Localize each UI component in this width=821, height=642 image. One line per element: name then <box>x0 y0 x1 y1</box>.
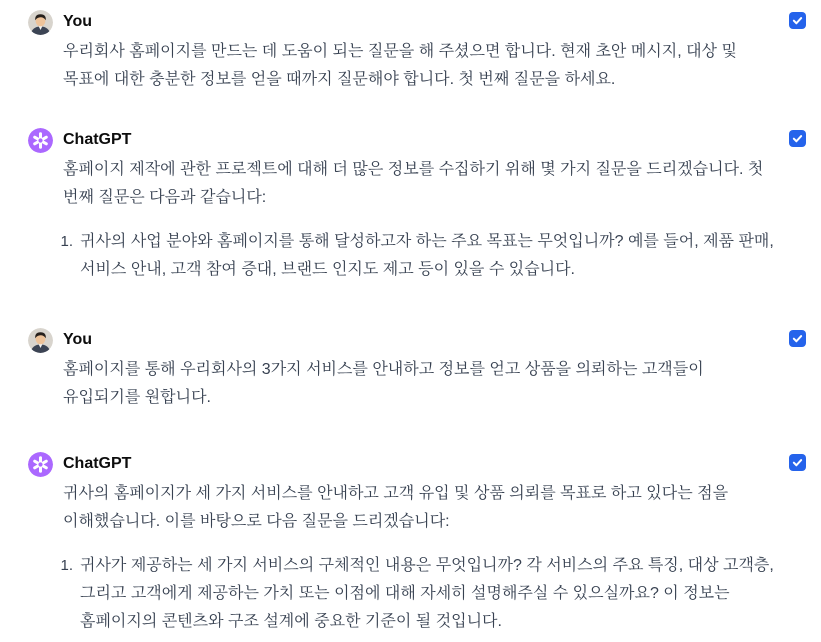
checkmark-icon <box>792 15 803 26</box>
chatgpt-avatar <box>28 128 53 153</box>
openai-logo-icon <box>28 452 53 477</box>
user-avatar <box>28 10 53 35</box>
user-photo-icon <box>28 328 53 353</box>
list-number: 1. <box>60 557 73 574</box>
list-number: 1. <box>60 233 73 250</box>
message-content <box>60 128 775 284</box>
message-paragraph: 귀사의 홈페이지가 세 가지 서비스를 안내하고 고객 유입 및 상품 의뢰를 목표로 하고 있다는 점을 이해했습니다. 이를 바탕으로 다음 질문을 드리겠습니다: <box>63 485 729 530</box>
numbered-list-item <box>55 228 775 284</box>
user-avatar <box>28 328 53 353</box>
message-paragraph: 홈페이지를 통해 우리회사의 3가지 서비스를 안내하고 정보를 얻고 상품을 의뢰하는 고객들이 유입되기를 원합니다. <box>63 361 704 406</box>
message-select-checkbox[interactable] <box>789 330 806 347</box>
message-author: You <box>63 331 93 348</box>
numbered-list-item <box>55 552 775 636</box>
message-author: ChatGPT <box>63 455 132 472</box>
message-content <box>60 452 775 636</box>
chatgpt-avatar <box>28 452 53 477</box>
chat-message-user <box>28 10 806 94</box>
openai-logo-icon <box>28 128 53 153</box>
message-author: ChatGPT <box>63 131 132 148</box>
list-text: 귀사가 제공하는 세 가지 서비스의 구체적인 내용은 무엇입니까? 각 서비스의 주요 특징, 대상 고객층, 그리고 고객에게 제공하는 가치 또는 이점에 대해 자세히 설명해주실 수 있으실까요? 이 정보는 홈페이지의 콘텐츠와 구조 설계에 중요한 기준이 될 것입니다. <box>80 557 774 630</box>
message-select-checkbox[interactable] <box>789 130 806 147</box>
message-author: You <box>63 13 93 30</box>
checkmark-icon <box>792 333 803 344</box>
checkmark-icon <box>792 457 803 468</box>
chat-message-assistant <box>28 452 806 636</box>
chat-message-user <box>28 328 806 412</box>
user-photo-icon <box>28 10 53 35</box>
chat-message-assistant <box>28 128 806 284</box>
message-content <box>63 328 775 412</box>
checkmark-icon <box>792 133 803 144</box>
list-text: 귀사의 사업 분야와 홈페이지를 통해 달성하고자 하는 주요 목표는 무엇입니까? 예를 들어, 제품 판매, 서비스 안내, 고객 참여 증대, 브랜드 인지도 제고 등이 있을 수 있습니다. <box>80 233 774 278</box>
message-select-checkbox[interactable] <box>789 12 806 29</box>
message-paragraph: 우리회사 홈페이지를 만드는 데 도움이 되는 질문을 해 주셨으면 합니다. 현재 초안 메시지, 대상 및 목표에 대한 충분한 정보를 얻을 때까지 질문해야 합니다. 첫 번째 질문을 하세요. <box>63 43 737 88</box>
message-paragraph: 홈페이지 제작에 관한 프로젝트에 대해 더 많은 정보를 수집하기 위해 몇 가지 질문을 드리겠습니다. 첫 번째 질문은 다음과 같습니다: <box>63 161 764 206</box>
message-select-checkbox[interactable] <box>789 454 806 471</box>
message-content <box>63 10 775 94</box>
